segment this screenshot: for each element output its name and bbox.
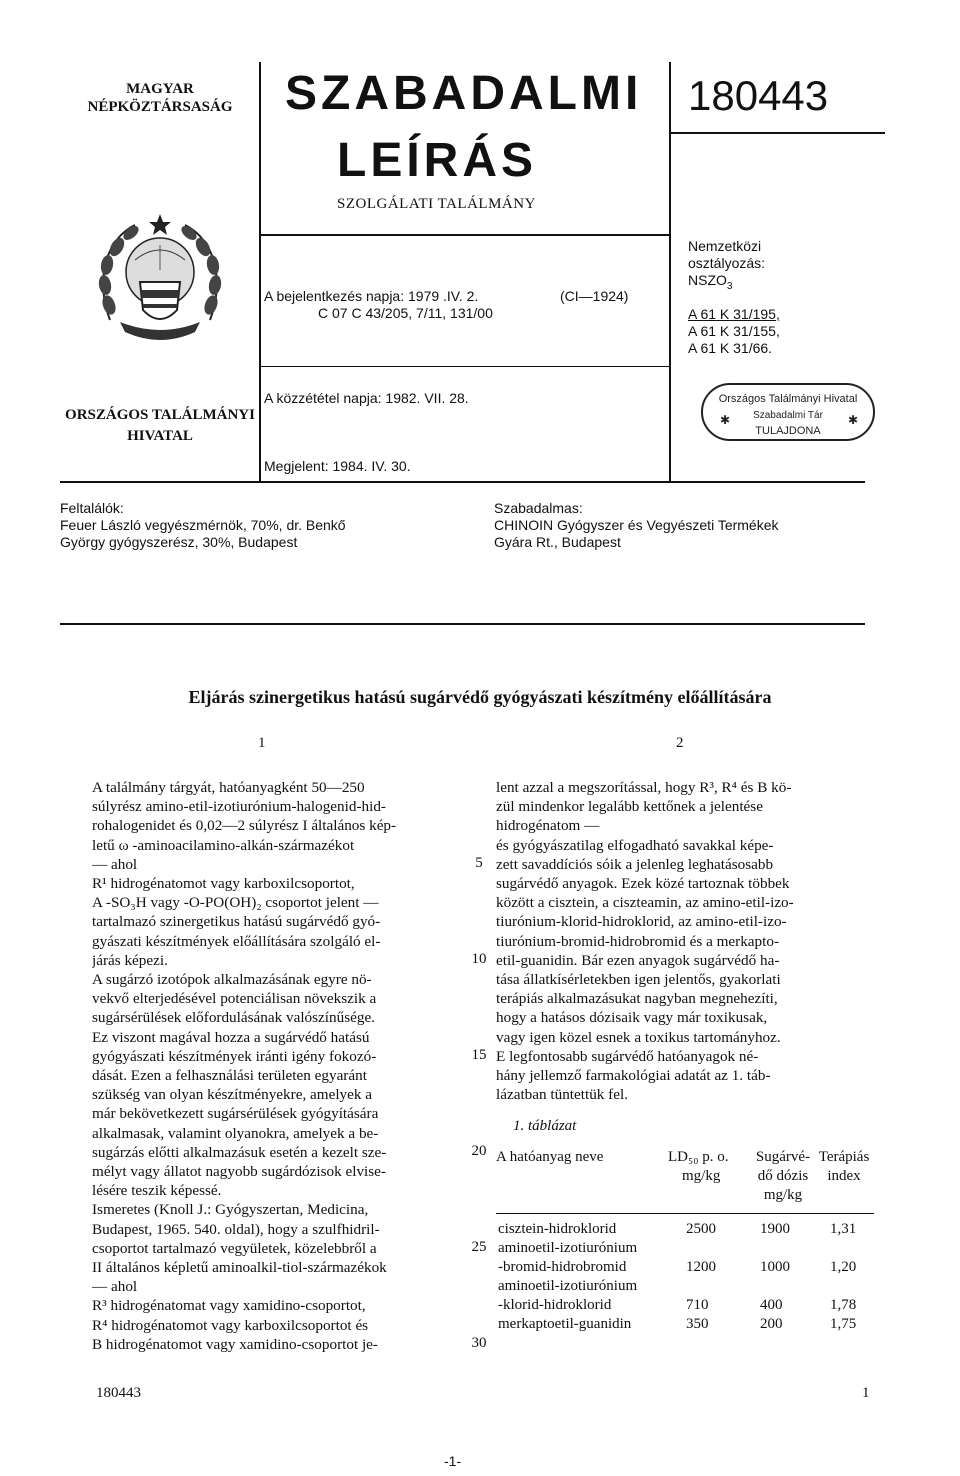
cell-name-line: aminoetil-izotiurónium [498,1240,638,1256]
line-number: 10 [471,951,487,967]
text-line: R³ hidrogénatomat vagy xamidino-csoportot, [92,1297,366,1315]
cell-name-line: cisztein-hidroklorid [498,1221,617,1237]
column-number-left: 1 [258,735,266,751]
text-line: etil-guanidin. Bár ezen anyagok sugárvédő ha- [496,951,780,969]
owner-block: Szabadalmas: CHINOIN Gyógyszer és Vegyészeti Termékek Gyára Rt., Budapest [494,500,779,550]
text-line: — ahol [92,855,138,873]
inventors-block: Feltalálók: Feuer László vegyészmérnök, 70%, dr. Benkő György gyógyszerész, 30%, Budapest [60,500,346,550]
text-line: már bekövetkezett sugársérülések gyógyítására [92,1105,379,1123]
svg-text:Szabadalmi Tár: Szabadalmi Tár [753,410,823,421]
text-line: súlyrész amino-etil-izotiurónium-halogenid-hid- [92,798,386,816]
text-line: zül mindenkor legalább kettőnek a jelentése [496,798,763,816]
header-dose: Sugárvé- dő dózis mg/kg [755,1149,811,1203]
text-line: lésére teszik képessé. [92,1182,222,1200]
office-name: ORSZÁGOS TALÁLMÁNYI HIVATAL [65,407,255,444]
cell-ld: 350 [686,1316,709,1332]
text-line: zett savaddíciós sóik a jelenleg leghatásosabb [496,855,774,873]
svg-text:✱: ✱ [720,413,731,427]
text-line: Ismeretes (Knoll J.: Gyógyszertan, Medicina, [92,1201,369,1219]
text-line: járás képezi. [92,951,168,969]
text-line: hidrogénatom — [496,817,600,835]
document-title-line1: SZABADALMI [285,67,643,120]
cell-dose: 1000 [760,1259,790,1275]
cell-ther: 1,31 [830,1221,857,1237]
table-row [498,1239,874,1277]
text-line: alkalmasak, valamint olyanokra, amelyek a be- [92,1124,379,1142]
footer-column-number: 1 [862,1385,870,1401]
right-column-text [496,778,870,1104]
header-name: A hatóanyag neve [496,1149,604,1165]
cell-dose: 400 [760,1297,783,1313]
country-name: MAGYAR NÉPKÖZTÁRSASÁG [87,81,233,115]
text-line: lent azzal a megszorítással, hogy R³, R⁴ és B kö- [496,779,792,796]
svg-text:✱: ✱ [848,413,859,427]
data-table [498,1220,874,1334]
cell-dose: 1900 [760,1221,790,1237]
text-line: R¹ hidrogénatomot vagy karboxilcsoportot, [92,875,355,893]
table-row [498,1315,874,1334]
filing-date: A bejelentkezés napja: 1979 .IV. 2. [264,288,479,304]
text-line: E legfontosabb sugárvédő hatóanyagok né- [496,1047,759,1065]
line-number: 15 [471,1047,487,1063]
svg-text:Országos Találmányi Hivatal: Országos Találmányi Hivatal [718,393,858,405]
text-line: mélyt vagy állatot nagyobb sugárdózisok elvise- [92,1163,386,1181]
text-line: között a cisztein, a ciszteamin, az amino-etil-izo- [496,894,794,912]
invention-title: Eljárás szinergetikus hatású sugárvédő gyógyászati készítmény előállítására [188,687,772,707]
filing-code: (CI—1924) [560,288,629,304]
text-line: tiurónium-klorid-hidroklorid, az amino-etil-izo- [496,913,787,931]
cell-name-line: -bromid-hidrobromid [498,1259,627,1275]
patent-number: 180443 [688,72,829,119]
table-row [498,1220,874,1239]
text-line: B hidrogénatomot vagy xamidino-csoportot je- [92,1335,378,1353]
svg-text:TULAJDONA: TULAJDONA [755,425,821,437]
text-line: vagy igen közel esnek a toxikus tartományhoz. [496,1028,781,1046]
text-line: A találmány tárgyát, hatóanyagként 50—250 [92,779,365,796]
text-line: hogy a hatásos dózisaik vagy már toxikusak, [496,1009,768,1027]
left-column-text [92,778,452,1354]
text-line: vekvő elterjedésével potenciálisan növekszik a [92,990,377,1008]
cell-ld: 1200 [686,1259,716,1275]
document-subtitle: SZOLGÁLATI TALÁLMÁNY [337,196,536,212]
cell-ther: 1,20 [830,1259,857,1275]
cell-dose: 200 [760,1316,783,1332]
text-line: A -SO₃H vagy -O-PO(OH)₂ csoportot jelent — [92,894,379,912]
intl-classes: A 61 K 31/195, A 61 K 31/155, A 61 K 31/66. [688,306,780,356]
line-number: 5 [475,855,483,871]
published-date: Megjelent: 1984. IV. 30. [264,458,411,474]
text-line: és gyógyászatilag elfogadható savakkal képe- [496,836,774,854]
cell-ther: 1,75 [830,1316,857,1332]
text-line: tása állatkísérletekben igen jelentős, gyakorlati [496,971,781,989]
text-line: dását. Ezen a felhasználási területen egyaránt [92,1067,367,1085]
cell-name-line: -klorid-hidroklorid [498,1297,612,1313]
text-line: hány jellemző farmakológiai adatát az 1. táb- [496,1067,771,1085]
text-line: Ez viszont magával hozza a sugárvédő hatású [92,1028,370,1046]
text-line: terápiás alkalmazásukat nagyban megnehezíti, [496,990,778,1008]
text-line: tiurónium-bromid-hidrobromid és a merkapto- [496,932,780,950]
text-line: R⁴ hidrogénatomot vagy karboxilcsoportot és [92,1316,369,1334]
header-therapeutic-index: Terápiás index [818,1149,870,1184]
text-line: gyógyászati készítmények iránti igény fokozó- [92,1047,377,1065]
text-line: sugárzás előtti alkalmazásuk esetén a kezelt sze- [92,1143,387,1161]
text-line: lázatban tüntettük fel. [496,1086,628,1104]
text-line: csoportot tartalmazó vegyületek, közelebbről a [92,1239,377,1257]
text-line: tartalmazó szinergetikus hatású sugárvédő gyó- [92,913,381,931]
intl-class-label: Nemzetközi osztályozás: $NSZO_3$ [688,238,766,292]
cell-name-line: merkaptoetil-guanidin [498,1316,632,1332]
publication-date: A közzététel napja: 1982. VII. 28. [264,390,469,406]
document-title-line2: LEÍRÁS [337,134,538,187]
footer-patent-number: 180443 [96,1385,141,1401]
cell-name-line: aminoetil-izotiurónium [498,1278,638,1294]
line-number: 20 [471,1143,487,1159]
text-line: — ahol [92,1278,138,1296]
line-number: 25 [471,1239,487,1255]
cell-ld: 2500 [686,1221,716,1237]
text-line: A sugárzó izotópok alkalmazásának egyre nö- [92,971,372,989]
column-number-right: 2 [676,735,684,751]
text-line: gyászati készítmények előállítására szolgáló el- [92,932,381,950]
text-line: rohalogenidet és 0,02—2 súlyrész I általános kép- [92,817,397,835]
filing-classes: C 07 C 43/205, 7/11, 131/00 [318,305,493,321]
text-line: sugársérülések előfordulásának valószínűsége. [92,1009,375,1027]
cell-ther: 1,78 [830,1297,857,1313]
header-ld50: LD₅₀ p. o. mg/kg [668,1149,729,1184]
text-line: sugárvédő anyagok. Ezek közé tartoznak többek [496,875,790,893]
line-number: 30 [471,1335,487,1351]
table-title: 1. táblázat [513,1118,577,1134]
cell-ld: 710 [686,1297,709,1313]
text-line: szükség van olyan készítményekre, amelyek a [92,1086,373,1104]
coat-of-arms-emblem [95,210,225,350]
text-line: letű ω -aminoacilamino-alkán-származékot [92,836,355,854]
page-number: -1- [444,1453,462,1469]
table-row [498,1277,874,1315]
text-line: Budapest, 1965. 540. oldal), hogy a szulfhidril- [92,1220,380,1238]
library-stamp [698,380,878,446]
text-line: II általános képletű aminoalkil-tiol-származékok [92,1259,387,1277]
